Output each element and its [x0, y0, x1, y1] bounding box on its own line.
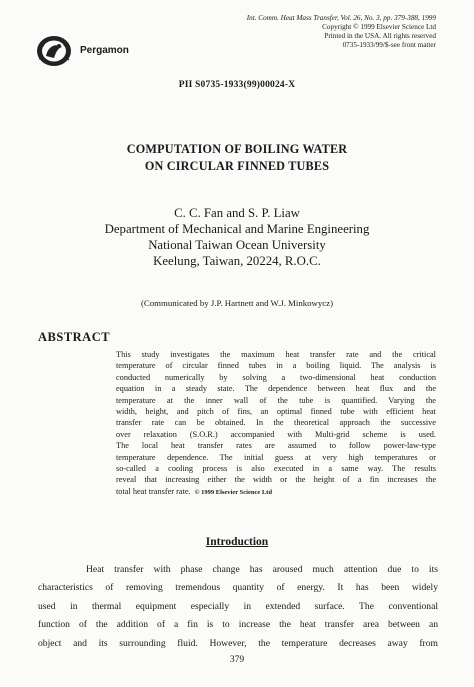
title-line: ON CIRCULAR FINNED TUBES [144, 159, 330, 173]
abstract-line: The local heat transfer rates are assumed to follow power-law-type [116, 441, 436, 451]
abstract-line: width, height, and pitch of fins, an optimal finned tube with efficient heat [116, 407, 436, 417]
author-address: Keelung, Taiwan, 20224, R.O.C. [153, 254, 321, 268]
abstract-line: temperature at the inner wall of the tube is quantified. Varying the [116, 395, 436, 405]
abstract-line: reveal that increasing either the width or the height of a fin increases the [116, 475, 436, 485]
publisher-name: Pergamon [80, 45, 129, 56]
introduction-heading [0, 536, 474, 548]
abstract-line: total heat transfer rate. [116, 486, 191, 496]
abstract-body [116, 349, 436, 498]
citation-line-issn: 0735-1933/99/$-see front matter [342, 41, 436, 49]
abstract-line: so-called a cooling process is also executed in a same way. The results [116, 464, 436, 474]
pergamon-logo-icon [34, 34, 74, 68]
abstract-last-line [116, 486, 436, 498]
abstract-line: This study investigates the maximum heat transfer rate and the critical [116, 350, 436, 359]
author-department: Department of Mechanical and Marine Engineering [104, 222, 370, 236]
abstract-line: temperature dependence. The initial guess at very high temperatures or [116, 452, 436, 462]
citation-line-journal: Int. Comm. Heat Mass Transfer, Vol. 26, No. 3, pp. 379-388, 1999 [246, 14, 436, 22]
citation-block [196, 14, 436, 50]
abstract-line: temperature of circular finned tubes in a boiling liquid. The analysis is [116, 361, 436, 371]
author-block [0, 205, 474, 269]
introduction-body [38, 561, 438, 653]
citation-line-printed: Printed in the USA. All rights reserved [324, 32, 436, 40]
pii-identifier: PII S0735-1933(99)00024-X [178, 80, 296, 90]
author-names: C. C. Fan and S. P. Liaw [174, 206, 300, 220]
intro-line: used in thermal equipment especially in extended surface. The conventional [38, 600, 438, 612]
citation-line-copyright: Copyright © 1999 Elsevier Science Ltd [322, 23, 436, 31]
paper-title [0, 141, 474, 175]
communicated-by: (Communicated by J.P. Hartnett and W.J. Minkowycz) [140, 298, 334, 308]
abstract-line: transfer rate can be obtained. In the theoretical approach the successive [116, 418, 436, 428]
page-number: 379 [229, 655, 245, 665]
introduction-heading-text: Introduction [205, 536, 269, 548]
abstract-line: equation in a steady state. The dependence between heat flux and the [116, 384, 436, 394]
abstract-line: conducted numerically by solving a two-dimensional heat conduction [116, 372, 436, 382]
abstract-heading: ABSTRACT [38, 330, 111, 344]
intro-line: characteristics of removing tremendous quantity of energy. It has been widely [38, 582, 438, 594]
abstract-line: over relaxation (S.O.R.) accompanied with Multi-grid scheme is used. [116, 429, 436, 439]
author-university: National Taiwan Ocean University [148, 238, 326, 252]
intro-line: object and its surrounding fluid. However, the temperature decreases away from [38, 637, 438, 649]
abstract-copyright: © 1999 Elsevier Science Ltd [194, 488, 272, 496]
title-line: COMPUTATION OF BOILING WATER [126, 142, 348, 156]
intro-line: function of the addition of a fin is to increase the heat transfer area between an [38, 619, 438, 631]
intro-line: Heat transfer with phase change has aroused much attention due to its [86, 564, 438, 575]
